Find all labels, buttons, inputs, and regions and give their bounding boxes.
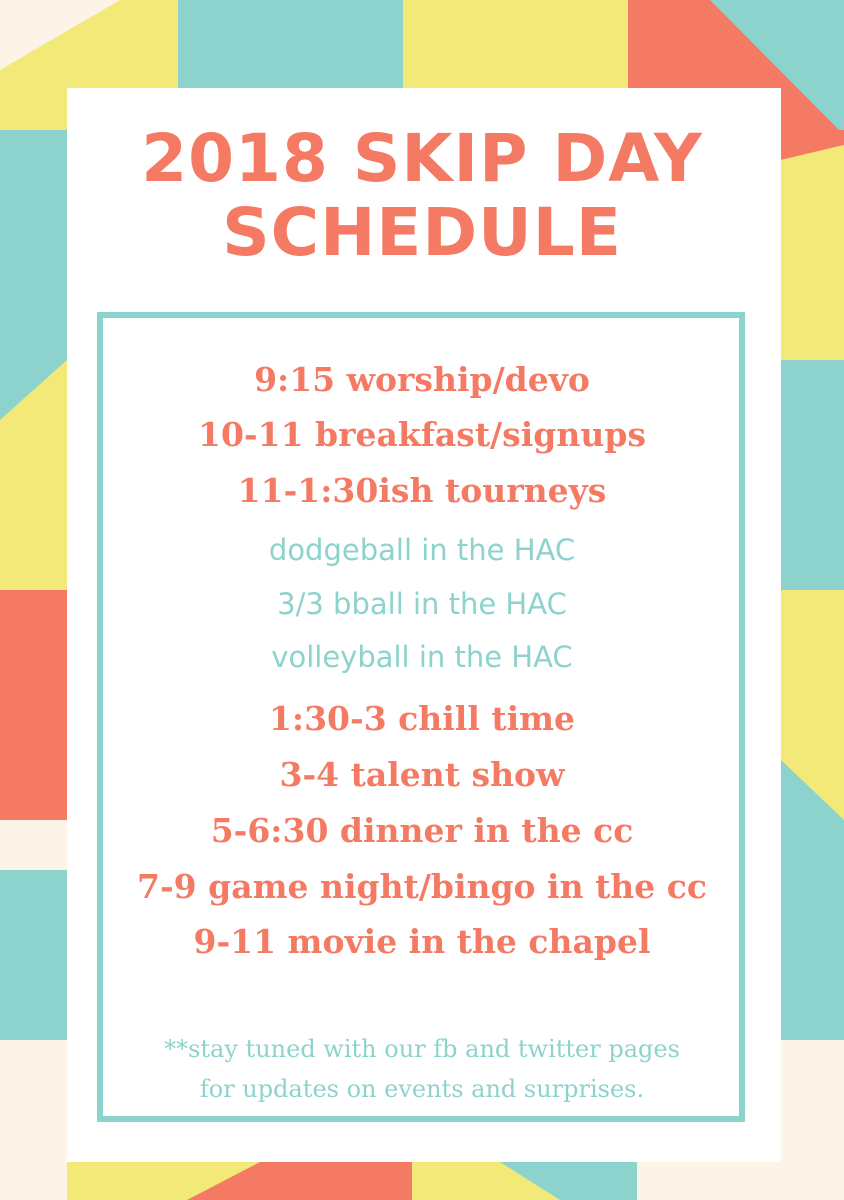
tourney-item-dodgeball: dodgeball in the HAC (268, 533, 576, 567)
page-title (0, 122, 844, 270)
schedule-item-chill: 1:30-3 chill time (268, 699, 576, 738)
tourney-item-bball: 3/3 bball in the HAC (277, 587, 567, 621)
schedule-item-gamenight: 7-9 game night/bingo in the cc (137, 867, 707, 906)
title-line-2: SCHEDULE (222, 194, 622, 271)
schedule-item-talent: 3-4 talent show (279, 755, 565, 794)
schedule-item-movie: 9-11 movie in the chapel (193, 922, 651, 961)
note-line-1: **stay tuned with our fb and twitter pages (164, 1035, 680, 1063)
note-line-2: for updates on events and surprises. (199, 1075, 645, 1103)
title-line-1: 2018 SKIP DAY (141, 120, 703, 197)
tourney-item-volleyball: volleyball in the HAC (271, 640, 573, 674)
schedule-item-worship: 9:15 worship/devo (254, 360, 590, 399)
schedule-item-breakfast: 10-11 breakfast/signups (197, 415, 646, 454)
schedule-item-tourneys: 11-1:30ish tourneys (237, 471, 607, 510)
schedule-item-dinner: 5-6:30 dinner in the cc (210, 811, 634, 850)
